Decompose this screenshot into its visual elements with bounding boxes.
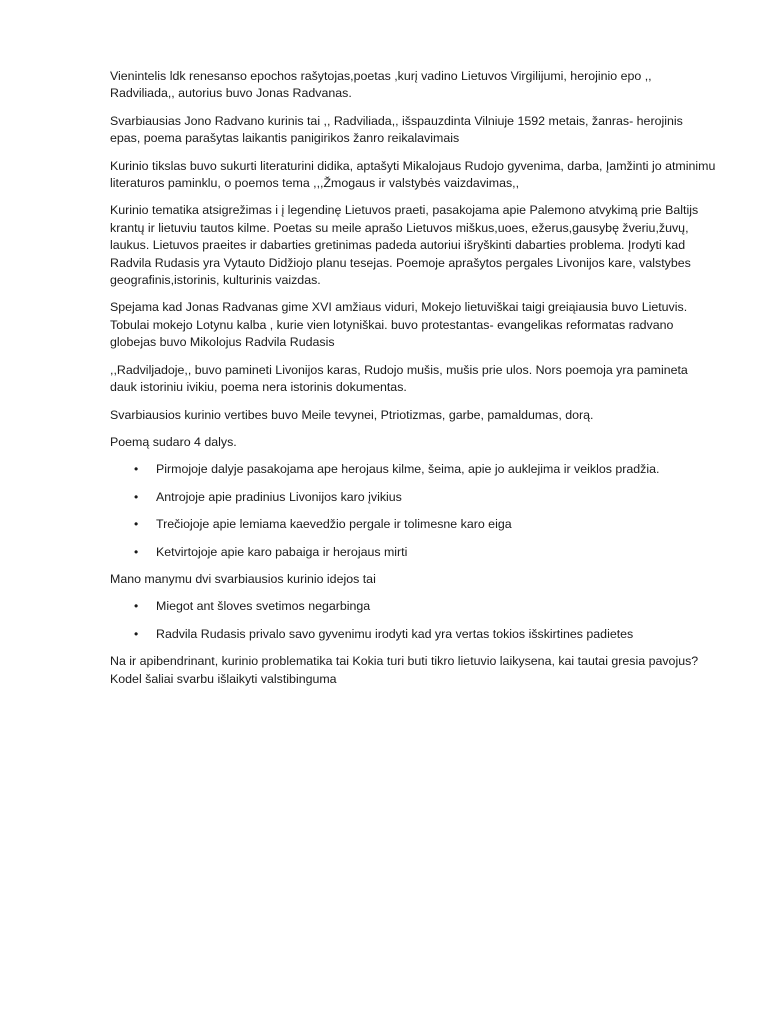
list-item-text: Miegot ant šloves svetimos negarbinga xyxy=(156,599,371,614)
list-item xyxy=(110,626,716,643)
list-item-text: Radvila Rudasis privalo savo gyvenimu irodyti kad yra vertas tokios išskirtines padietes xyxy=(156,626,634,641)
list-item xyxy=(110,489,716,506)
list-item xyxy=(110,598,716,615)
bullet-icon: • xyxy=(134,544,139,559)
paragraph-theme: Kurinio tematika atsigrežimas i į legendinę Lietuvos praeti, pasakojama apie Palemono atvykimą prie Baltijs krantų ir lietuviu tautos kilme. Poetas su meile aprašo Lietuvos miškus,uoes, ežerus,gausybę žveriu,žuvų, laukus. Lietuvos praeites ir dabarties gretinimas padeda autoriui išryškinti dabarties problema. Įrodyti kad Radvila Rudasis yra Vytauto Didžiojo planu tesejas. Poemoje aprašytos pergales Livonijos kare, valstybes geografinis,istorinis, kulturinis vaizdas. xyxy=(110,203,699,288)
bullet-icon: • xyxy=(134,599,139,614)
paragraph-values: Svarbiausios kurinio vertibes buvo Meile tevynei, Ptriotizmas, garbe, pamaldumas, dorą. xyxy=(110,407,594,422)
paragraph-events: ,,Radviljadoje,, buvo pamineti Livonijos karas, Rudojo mušis, mušis prie ulos. Nors poemoja yra pamineta dauk istoriniu ivikiu, poema nera istorinis dokumentas. xyxy=(110,362,688,395)
paragraph-radviliada: Svarbiausias Jono Radvano kurinis tai ,, Radviliada,, išspauzdinta Vilniuje 1592 metais, žanras- herojinis epas, poema parašytas laikantis panigirikos žanro reikalavimais xyxy=(110,113,683,146)
list-item-text: Antrojoje apie pradinius Livonijos karo įvikius xyxy=(156,489,402,504)
bullet-icon: • xyxy=(134,462,139,477)
list-item xyxy=(110,516,716,533)
list-item xyxy=(110,544,716,561)
list-item-text: Ketvirtojoje apie karo pabaiga ir herojaus mirti xyxy=(156,544,408,559)
bullet-icon: • xyxy=(134,626,139,641)
list-item-text: Pirmojoje dalyje pasakojama ape herojaus kilme, šeima, apie jo auklejima ir veiklos pradžia. xyxy=(156,462,660,477)
paragraph-author: Spejama kad Jonas Radvanas gime XVI amžiaus viduri, Mokejo lietuviškai taigi greiąiausia buvo Lietuvis. Tobulai mokejo Lotynu kalba , kurie vien lotyniškai. buvo protestantas- evangelikas reformatas radvano globejas buvo Mikolojus Radvila Rudasis xyxy=(110,300,688,350)
bullet-icon: • xyxy=(134,517,139,532)
paragraph-conclusion: Na ir apibendrinant, kurinio problematika tai Kokia turi buti tikro lietuvio laikysena, kai tautai gresia pavojus? Kodel šaliai svarbu išlaikyti valstibinguma xyxy=(110,654,699,686)
bullet-icon: • xyxy=(134,489,139,504)
parts-list xyxy=(110,461,716,561)
paragraph-purpose: Kurinio tikslas buvo sukurti literaturini didika, aptašyti Mikalojaus Rudojo gyvenima, darba, Įamžinti jo atminimu literaturos paminklu, o poemos tema ,,,Žmogaus ir valstybės vaizdavimas,, xyxy=(110,158,716,191)
paragraph-parts-intro: Poemą sudaro 4 dalys. xyxy=(110,434,237,449)
ideas-list xyxy=(110,598,716,643)
document-page xyxy=(110,68,716,698)
list-item xyxy=(110,461,716,478)
paragraph-ideas-intro: Mano manymu dvi svarbiausios kurinio idejos tai xyxy=(110,571,376,586)
list-item-text: Trečiojoje apie lemiama kaevedžio pergale ir tolimesne karo eiga xyxy=(156,517,512,532)
paragraph-intro: Vienintelis ldk renesanso epochos rašytojas,poetas ,kurį vadino Lietuvos Virgilijumi, herojinio epo ,, Radviliada,, autorius buvo Jonas Radvanas. xyxy=(110,69,652,101)
